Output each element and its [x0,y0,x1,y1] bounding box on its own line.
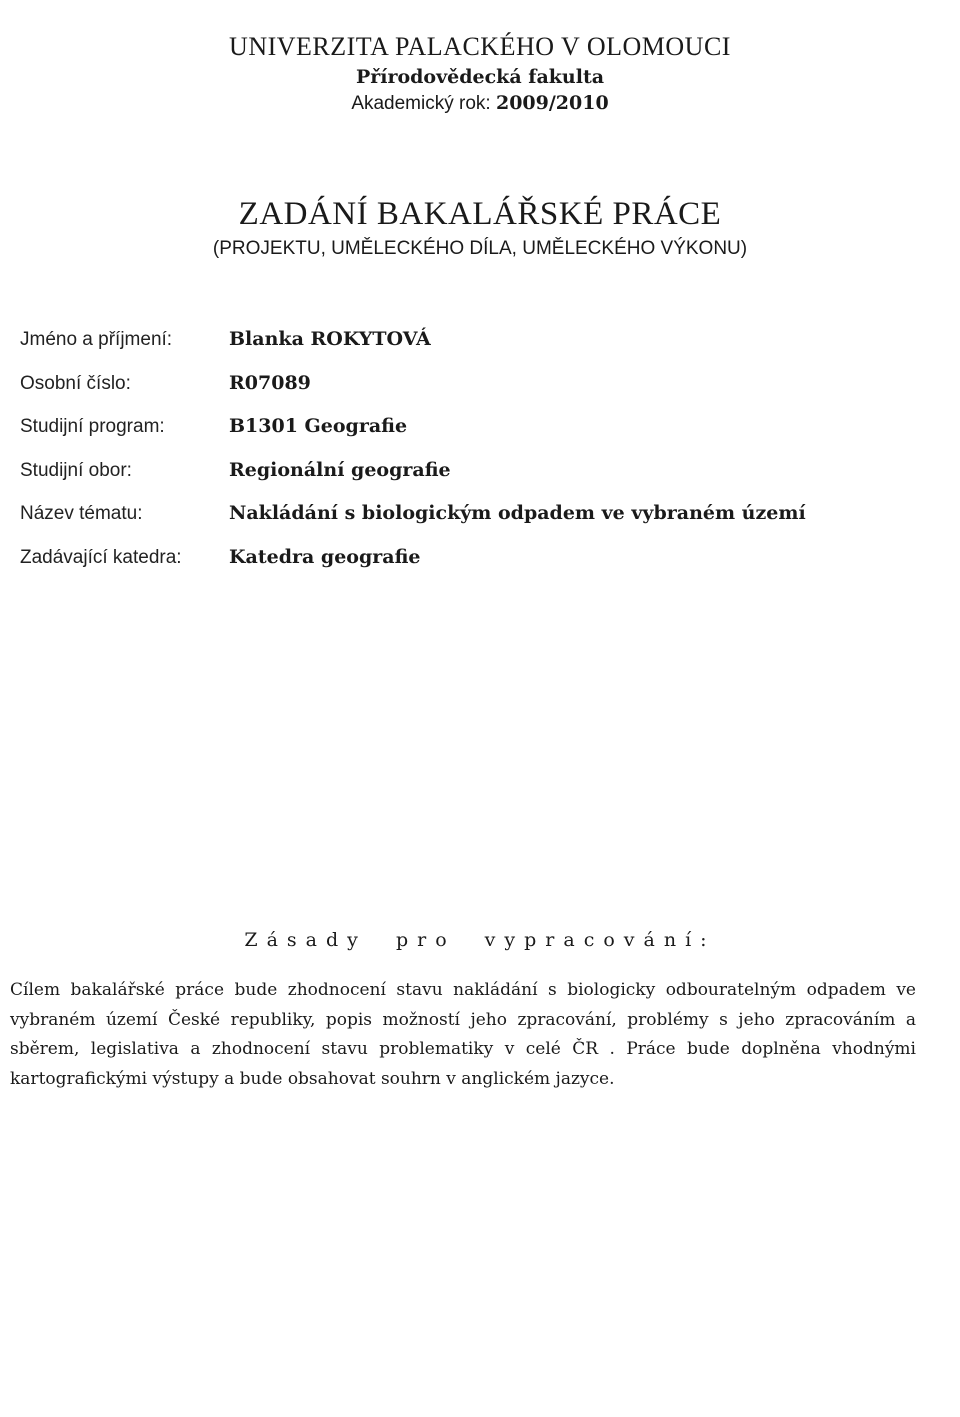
field-label: Název tématu: [20,503,143,525]
field-row-department [20,543,940,587]
assignment-body-text: Cílem bakalářské práce bude zhodnocení stavu nakládání s biologicky odbouratelným odpadem ve vybraném území České republiky, popis možností jeho zpracování, problémy s jeho zpracováním a sběrem, legislativa a zhodnocení stavu problematiky v celé ČR . Práce bude doplněna vhodnými kartografickými výstupy a bude obsahovat souhrn v anglickém jazyce. [10,980,916,1089]
document-title: ZADÁNÍ BAKALÁŘSKÉ PRÁCE [238,196,722,232]
field-row-topic [20,499,940,543]
field-label: Studijní obor: [20,459,132,481]
field-label: Zadávající katedra: [20,546,182,568]
field-value: Katedra geografie [229,545,421,568]
document-subtitle: (PROJEKTU, UMĚLECKÉHO DÍLA, UMĚLECKÉHO VÝKONU) [212,238,748,259]
field-label: Studijní program: [20,416,165,438]
academic-year-label: Akademický rok: [351,93,491,114]
academic-year-value: 2009/2010 [495,92,609,114]
field-row-study-field [20,456,940,500]
field-value: Nakládání s biologickým odpadem ve vybraném území [229,502,806,525]
field-label: Jméno a příjmení: [20,329,173,350]
document-header [0,32,960,117]
field-row-study-program [20,412,940,456]
faculty-name: Přírodovědecká fakulta [355,66,605,88]
field-value: Blanka ROKYTOVÁ [229,328,431,350]
field-value: B1301 Geografie [229,415,408,438]
university-name: UNIVERZITA PALACKÉHO V OLOMOUCI [229,32,731,61]
field-row-personal-number [20,369,940,413]
academic-year [0,90,960,117]
field-value: Regionální geografie [229,458,451,481]
section-heading: Zásady pro vypracování: [244,929,716,951]
student-fields [20,325,940,587]
field-value: R07089 [229,371,311,394]
field-row-name [20,325,940,369]
field-label: Osobní číslo: [20,372,131,394]
